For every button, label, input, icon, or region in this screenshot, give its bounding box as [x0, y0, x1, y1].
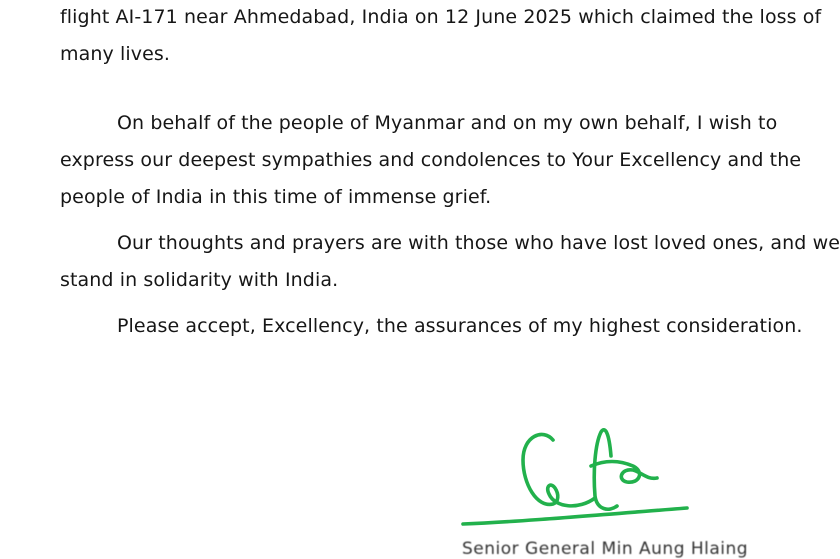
signature-stroke	[463, 508, 687, 524]
signatory-text: Senior General Min Aung Hlaing	[462, 539, 749, 559]
letter-line: Please accept, Excellency, the assurances of my highest consideration.	[117, 315, 803, 337]
letter-line: Our thoughts and prayers are with those who have lost loved ones, and we	[117, 232, 840, 254]
signatory-name	[462, 539, 749, 559]
handwritten-signature	[455, 420, 695, 535]
letter-line: stand in solidarity with India.	[60, 269, 339, 291]
signature-stroke	[594, 430, 617, 509]
letter-line: flight AI-171 near Ahmedabad, India on 12 June 2025 which claimed the loss of	[60, 6, 822, 28]
letter-paragraph-2	[60, 105, 802, 216]
letter-paragraph-3	[60, 225, 840, 299]
letter-paragraph-1	[60, 0, 822, 73]
letter-line: many lives.	[60, 43, 171, 65]
letter-line: On behalf of the people of Myanmar and on my own behalf, I wish to	[117, 112, 778, 134]
signature-stroke	[591, 462, 657, 483]
letter-line: express our deepest sympathies and condolences to Your Excellency and the	[60, 149, 802, 171]
letter-line: people of India in this time of immense grief.	[60, 186, 492, 208]
signature-stroke	[523, 434, 595, 505]
letter-paragraph-4	[60, 308, 803, 345]
